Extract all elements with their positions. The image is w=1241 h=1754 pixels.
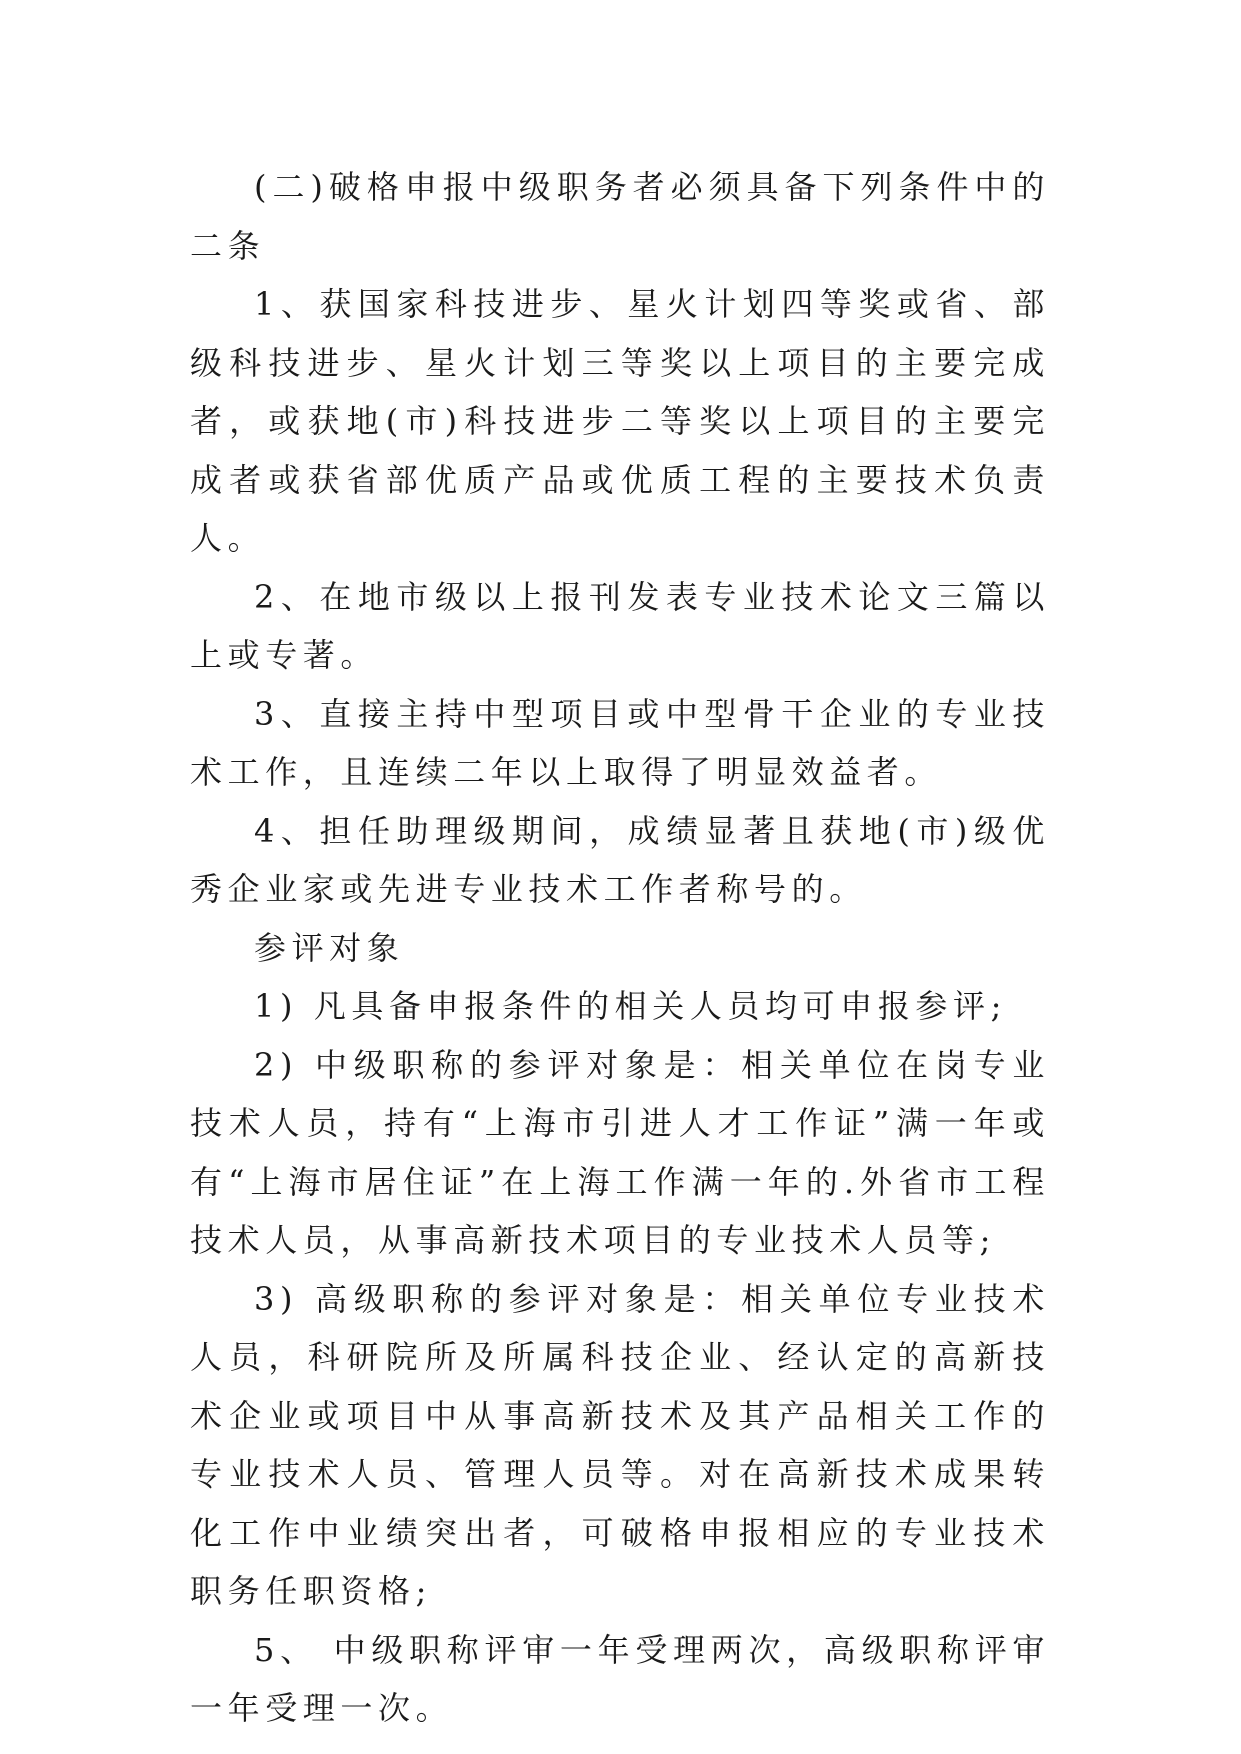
section-heading-participants: 参评对象 — [254, 928, 405, 967]
paragraph-condition-1: 1、获国家科技进步、星火计划四等奖或省、部级科技进步、星火计划三等奖以上项目的主要完成者，或获地(市)科技进步二等奖以上项目的主要完成者或获省部优质产品或优质工程的主要技术负责人。 — [190, 285, 1050, 557]
paragraph-condition-4: 4、担任助理级期间，成绩显著且获地(市)级优秀企业家或先进专业技术工作者称号的。 — [190, 811, 1050, 908]
paragraph-condition-3: 3、直接主持中型项目或中型骨干企业的专业技术工作，且连续二年以上取得了明显效益者。 — [190, 694, 1050, 791]
paragraph-condition-2: 2、在地市级以上报刊发表专业技术论文三篇以上或专著。 — [190, 577, 1050, 674]
paragraph-review-frequency: 5、 中级职称评审一年受理两次，高级职称评审一年受理一次。 — [190, 1630, 1050, 1727]
paragraph-participants-3: 3) 高级职称的参评对象是：相关单位专业技术人员，科研院所及所属科技企业、经认定的高新技术企业或项目中从事高新技术及其产品相关工作的专业技术人员、管理人员等。对在高新技术成果转化工作中业绩突出者，可破格申报相应的专业技术职务任职资格; — [190, 1279, 1050, 1610]
paragraph-breakthrough-heading: (二)破格申报中级职务者必须具备下列条件中的二条 — [190, 168, 1050, 265]
paragraph-participants-2: 2) 中级职称的参评对象是：相关单位在岗专业技术人员，持有“上海市引进人才工作证”满一年或有“上海市居住证”在上海工作满一年的.外省市工程技术人员，从事高新技术项目的专业技术人员等; — [190, 1045, 1050, 1259]
document-body — [190, 158, 1050, 1738]
paragraph-participants-1: 1) 凡具备申报条件的相关人员均可申报参评; — [254, 987, 1007, 1025]
